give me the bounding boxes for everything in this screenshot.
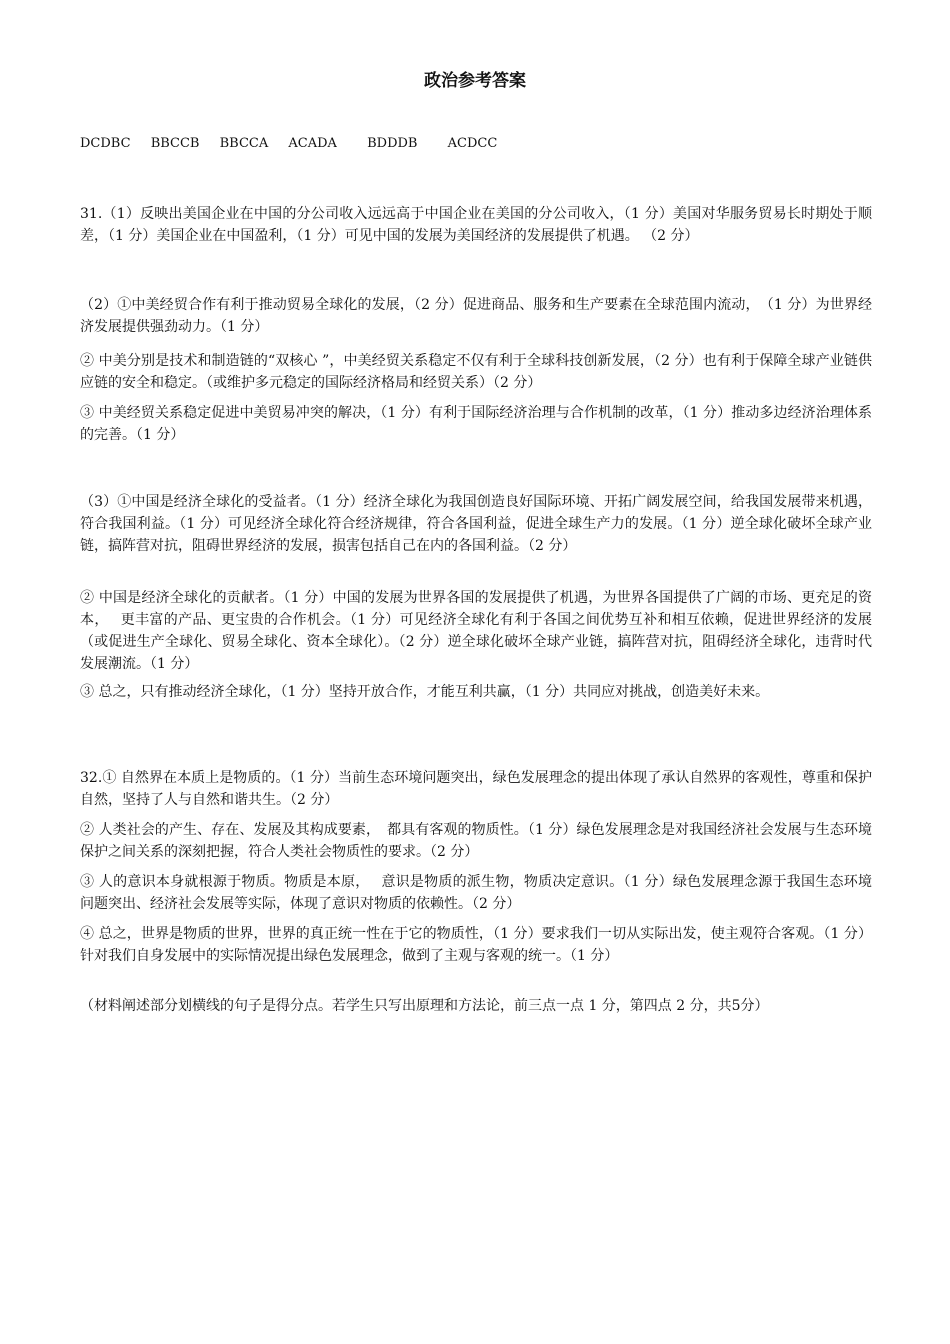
q32-point1: 32.① 自然界在本质上是物质的。（1 分）当前生态环境问题突出，绿色发展理念的提出体现了承认自然界的客观性，尊重和保护自然，坚持了人与自然和谐共生。（2 分） — [80, 770, 872, 808]
q31-part3-point1: （3）①中国是经济全球化的受益者。（1 分）经济全球化为我国创造良好国际环境、开拓广阔发展空间，给我国发展带来机遇，符合我国利益。（1 分）可见经济全球化符合经济规律，符合各国利益，促进全球生产力的发展。（1 分）逆全球化破坏全球产业链，搞阵营对抗，阻碍世界经济的发展，损害包括自己在内的各国利益。（2 分） — [80, 494, 872, 554]
choice-answers — [80, 136, 497, 151]
choice-answer-group: ACDCC — [447, 136, 498, 151]
q32-point3: ③ 人的意识本身就根源于物质。物质是本原， 意识是物质的派生物，物质决定意识。（1 分）绿色发展理念源于我国生态环境问题突出、经济社会发展等实际，体现了意识对物质的依赖性。（2 分） — [80, 874, 872, 912]
q31-part2-point2: ② 中美分别是技术和制造链的“双核心 ”，中美经贸关系稳定不仅有利于全球科技创新发展，（2 分）也有利于保障全球产业链供应链的安全和稳定。（或维护多元稳定的国际经济格局和经贸关系）（2 分） — [80, 353, 872, 391]
page-title: 政治参考答案 — [424, 71, 526, 91]
grading-note: （材料阐述部分划横线的句子是得分点。若学生只写出原理和方法论，前三点一点 1 分，第四点 2 分，共5分） — [80, 998, 769, 1014]
q31-part1-answer: 31.（1）反映出美国企业在中国的分公司收入远远高于中国企业在美国的分公司收入，（1 分）美国对华服务贸易长时期处于顺差，（1 分）美国企业在中国盈利，（1 分）可见中国的发展为美国经济的发展提供了机遇。 （2 分） — [80, 206, 872, 244]
choice-answer-group: DCDBC — [80, 136, 131, 151]
choice-answer-group: BBCCA — [219, 136, 269, 151]
choice-answer-group: ACADA — [288, 136, 337, 151]
q31-part3-point2: ② 中国是经济全球化的贡献者。（1 分）中国的发展为世界各国的发展提供了机遇，为世界各国提供了广阔的市场、更充足的资本， 更丰富的产品、更宝贵的合作机会。（1 分）可见经济全球化有利于各国之间优势互补和相互依赖，促进世界经济的发展（或促进生产全球化、贸易全球化、资本全球化）。（2 分）逆全球化破坏全球产业链，搞阵营对抗，阻碍经济全球化，违背时代发展潮流。（1 分） — [80, 590, 872, 672]
q32-point2: ② 人类社会的产生、存在、发展及其构成要素， 都具有客观的物质性。（1 分）绿色发展理念是对我国经济社会发展与生态环境保护之间关系的深刻把握，符合人类社会物质性的要求。（2 分） — [80, 822, 872, 860]
q31-part2-point3: ③ 中美经贸关系稳定促进中美贸易冲突的解决，（1 分）有利于国际经济治理与合作机制的改革，（1 分）推动多边经济治理体系的完善。（1 分） — [80, 405, 872, 443]
q31-part2-point1: （2）①中美经贸合作有利于推动贸易全球化的发展，（2 分）促进商品、服务和生产要素在全球范围内流动， （1 分）为世界经济发展提供强劲动力。（1 分） — [80, 297, 872, 335]
choice-answer-group: BBCCB — [150, 136, 200, 151]
q32-point4: ④ 总之，世界是物质的世界，世界的真正统一性在于它的物质性，（1 分）要求我们一切从实际出发，使主观符合客观。（1 分）针对我们自身发展中的实际情况提出绿色发展理念，做到了主观与客观的统一。（1 分） — [80, 926, 872, 964]
q31-part3-point3: ③ 总之，只有推动经济全球化，（1 分）坚持开放合作，才能互利共赢，（1 分）共同应对挑战，创造美好未来。 — [80, 684, 770, 700]
choice-answer-group: BDDDB — [367, 136, 418, 151]
